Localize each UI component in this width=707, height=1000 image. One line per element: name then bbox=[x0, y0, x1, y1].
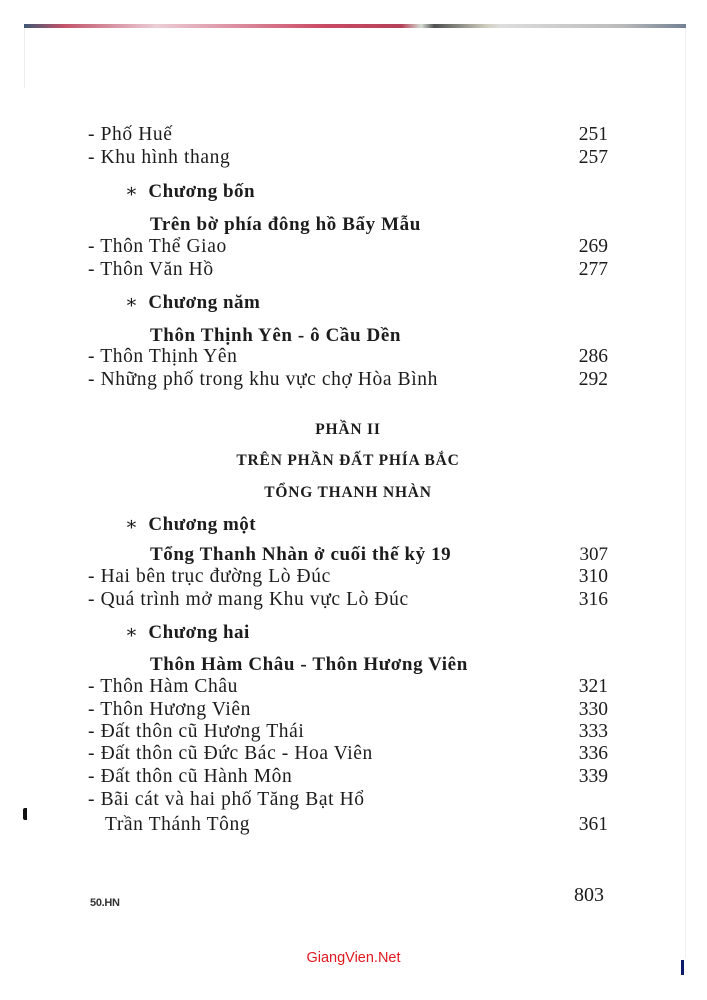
toc-entry-page: 321 bbox=[578, 676, 608, 697]
toc-entry-title: - Thôn Thịnh Yên bbox=[88, 346, 238, 367]
asterisk-icon: ∗ bbox=[125, 292, 139, 313]
toc-entry-title: Trần Thánh Tông bbox=[105, 814, 251, 835]
toc-entry-title: - Đất thôn cũ Đức Bác - Hoa Viên bbox=[88, 743, 373, 764]
toc-entry-page: 307 bbox=[579, 544, 608, 565]
page-number: 803 bbox=[574, 884, 604, 906]
binding-mark bbox=[23, 808, 27, 820]
chapter-label: Chương hai bbox=[148, 622, 250, 643]
part-label: PHẦN II bbox=[315, 421, 381, 438]
chapter-label: Chương một bbox=[148, 514, 257, 535]
chapter-title-text: Thôn Thịnh Yên - ô Cầu Dền bbox=[150, 325, 402, 346]
asterisk-icon: ∗ bbox=[125, 181, 139, 202]
toc-entry-title: - Thôn Thể Giao bbox=[88, 236, 227, 257]
toc-entry-page: 330 bbox=[578, 699, 608, 720]
chapter-label: Chương năm bbox=[148, 292, 261, 313]
toc-entry-page: 333 bbox=[578, 721, 608, 742]
toc-entry-page: 286 bbox=[578, 346, 608, 367]
toc-entry-title: - Thôn Hương Viên bbox=[88, 699, 251, 720]
toc-entry-title: - Những phố trong khu vực chợ Hòa Bình bbox=[88, 369, 438, 390]
chapter-title-text: Tổng Thanh Nhàn ở cuối thế kỷ 19 bbox=[150, 544, 452, 565]
toc-entry-page: 277 bbox=[578, 259, 608, 280]
toc-entry-page: 339 bbox=[578, 766, 608, 787]
toc-entry-page: 269 bbox=[578, 236, 608, 257]
toc-entry-title: - Hai bên trục đường Lò Đúc bbox=[88, 566, 331, 587]
scan-top-edge bbox=[24, 24, 686, 28]
toc-entry-page: 310 bbox=[578, 566, 608, 587]
part-title: TRÊN PHẦN ĐẤT PHÍA BẮC bbox=[236, 452, 460, 469]
scan-edge-mark bbox=[681, 960, 684, 975]
toc-entry-page: 336 bbox=[578, 743, 608, 764]
toc-entry-title: - Đất thôn cũ Hành Môn bbox=[88, 766, 293, 787]
toc-entry-page: 361 bbox=[578, 814, 608, 835]
toc-entry-title: - Khu hình thang bbox=[88, 147, 231, 168]
toc-entry-page: 292 bbox=[578, 369, 608, 390]
scan-margin-line bbox=[24, 28, 25, 88]
chapter-title-text: Trên bờ phía đông hồ Bẩy Mẫu bbox=[150, 214, 421, 235]
toc-entry-title: - Quá trình mở mang Khu vực Lò Đúc bbox=[88, 589, 409, 610]
toc-entry-title: - Thôn Hàm Châu bbox=[88, 676, 238, 697]
chapter-label: Chương bốn bbox=[148, 181, 256, 202]
chapter-title-text: Thôn Hàm Châu - Thôn Hương Viên bbox=[150, 654, 468, 675]
toc-entry-title: - Thôn Văn Hồ bbox=[88, 259, 214, 280]
watermark: GiangVien.Net bbox=[306, 950, 401, 966]
toc-entry-title: - Bãi cát và hai phố Tăng Bạt Hổ bbox=[88, 789, 365, 810]
toc-entry-page: 257 bbox=[578, 147, 608, 168]
asterisk-icon: ∗ bbox=[125, 622, 139, 643]
toc-entry-title: - Đất thôn cũ Hương Thái bbox=[88, 721, 305, 742]
signature-code: 50.HN bbox=[90, 897, 120, 909]
toc-entry-page: 251 bbox=[578, 124, 608, 145]
toc-entry-page: 316 bbox=[578, 589, 608, 610]
scan-margin-line bbox=[685, 28, 686, 958]
toc-entry-title: - Phố Huế bbox=[88, 124, 173, 145]
part-subtitle: TỔNG THANH NHÀN bbox=[264, 484, 432, 501]
asterisk-icon: ∗ bbox=[125, 514, 139, 535]
